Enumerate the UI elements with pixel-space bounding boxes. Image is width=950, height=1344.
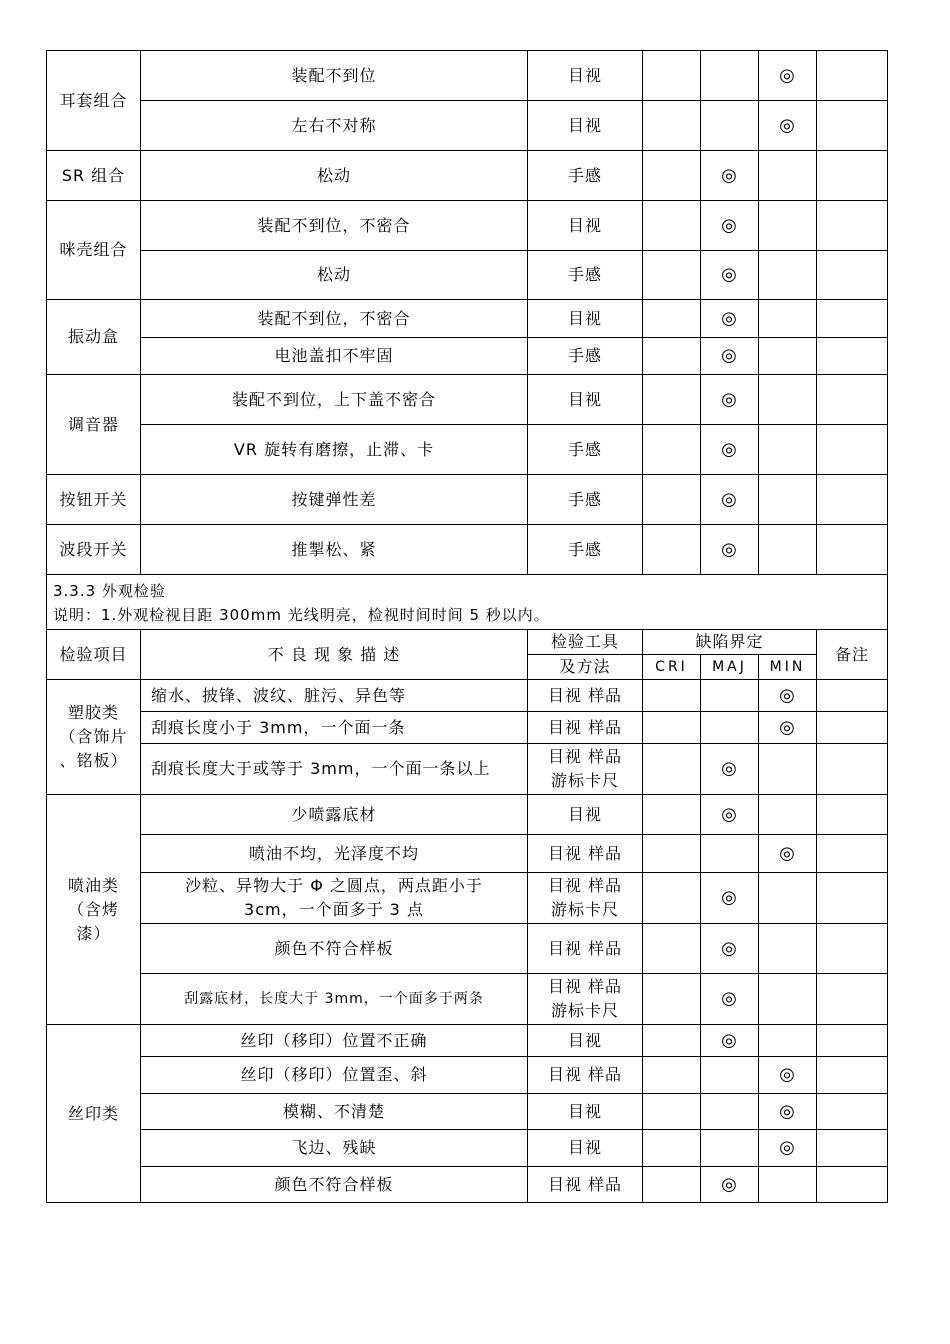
defect-desc: 颜色不符合样板 [141,924,528,974]
table-row [47,680,888,712]
table-row [47,924,888,974]
inspection-table [46,50,888,1203]
min-mark: ◎ [759,712,817,744]
defect-desc: 刮露底材，长度大于 3mm，一个面多于两条 [141,974,528,1025]
table-row [47,151,888,201]
remark-cell [817,1130,888,1167]
item-cell: 调音器 [47,375,141,475]
cri-cell [643,835,701,873]
cri-cell [643,795,701,835]
min-cell [759,201,817,251]
cri-cell [643,924,701,974]
table-row [47,201,888,251]
remark-cell [817,795,888,835]
method-cell: 目视 [528,300,643,338]
header-method-2: 及方法 [528,655,643,680]
section-title: 3.3.3 外观检验 [53,582,166,600]
table-row [47,300,888,338]
header-min: MIN [759,655,817,680]
table-row [47,525,888,575]
method-cell: 目视 样品 [528,680,643,712]
table-row [47,338,888,375]
cri-cell [643,201,701,251]
remark-cell [817,151,888,201]
remark-cell [817,525,888,575]
table-row [47,1025,888,1057]
min-cell [759,974,817,1025]
cri-cell [643,1057,701,1094]
method-cell: 目视 [528,51,643,101]
min-cell [759,1025,817,1057]
maj-mark: ◎ [701,300,759,338]
header-defect: 缺陷界定 [643,630,817,655]
cri-cell [643,251,701,300]
maj-mark: ◎ [701,924,759,974]
remark-cell [817,873,888,924]
remark-cell [817,1057,888,1094]
defect-desc: 装配不到位，不密合 [141,300,528,338]
maj-cell [701,835,759,873]
table-row [47,101,888,151]
method-cell: 目视 样品 游标卡尺 [528,873,643,924]
method-cell: 目视 样品 [528,835,643,873]
method-cell: 目视 样品 [528,1167,643,1203]
remark-cell [817,974,888,1025]
defect-desc: 少喷露底材 [141,795,528,835]
header-cri: CRI [643,655,701,680]
remark-cell [817,101,888,151]
maj-mark: ◎ [701,1167,759,1203]
min-mark: ◎ [759,1094,817,1130]
min-cell [759,1167,817,1203]
table-row [47,1057,888,1094]
table-row [47,744,888,795]
defect-desc: 刮痕长度小于 3mm，一个面一条 [141,712,528,744]
maj-mark: ◎ [701,251,759,300]
maj-mark: ◎ [701,873,759,924]
cri-cell [643,873,701,924]
method-cell: 手感 [528,425,643,475]
min-cell [759,525,817,575]
remark-cell [817,338,888,375]
section-row [47,575,888,630]
remark-cell [817,712,888,744]
item-cell: 耳套组合 [47,51,141,151]
table-row [47,251,888,300]
item-cell: 按钮开关 [47,475,141,525]
min-cell [759,375,817,425]
cri-cell [643,51,701,101]
remark-cell [817,425,888,475]
remark-cell [817,375,888,425]
section-note: 说明：1.外观检视目距 300mm 光线明亮，检视时间时间 5 秒以内。 [53,606,550,624]
min-mark: ◎ [759,51,817,101]
method-cell: 目视 样品 [528,924,643,974]
table-row [47,974,888,1025]
method-cell: 目视 [528,795,643,835]
min-mark: ◎ [759,835,817,873]
item-cell: SR 组合 [47,151,141,201]
cri-cell [643,680,701,712]
cri-cell [643,974,701,1025]
remark-cell [817,924,888,974]
method-cell: 目视 样品 游标卡尺 [528,974,643,1025]
cri-cell [643,101,701,151]
cri-cell [643,475,701,525]
cri-cell [643,1025,701,1057]
defect-desc: 装配不到位，不密合 [141,201,528,251]
min-cell [759,300,817,338]
defect-desc: 模糊、不清楚 [141,1094,528,1130]
defect-desc: 丝印（移印）位置歪、斜 [141,1057,528,1094]
table-row [47,475,888,525]
method-cell: 手感 [528,338,643,375]
maj-cell [701,680,759,712]
min-mark: ◎ [759,1130,817,1167]
defect-desc: 沙粒、异物大于 Φ 之圆点，两点距小于 3cm，一个面多于 3 点 [141,873,528,924]
min-cell [759,151,817,201]
min-mark: ◎ [759,101,817,151]
method-cell: 手感 [528,251,643,300]
maj-cell [701,712,759,744]
defect-desc: 松动 [141,251,528,300]
min-cell [759,744,817,795]
maj-cell [701,101,759,151]
defect-desc: VR 旋转有磨擦，止滞、卡 [141,425,528,475]
item-cell: 咪壳组合 [47,201,141,300]
section-cell [47,575,888,630]
min-cell [759,475,817,525]
min-mark: ◎ [759,680,817,712]
table-row [47,1167,888,1203]
defect-desc: 按键弹性差 [141,475,528,525]
method-cell: 手感 [528,475,643,525]
defect-desc: 丝印（移印）位置不正确 [141,1025,528,1057]
min-cell [759,338,817,375]
min-cell [759,425,817,475]
remark-cell [817,475,888,525]
method-cell: 手感 [528,525,643,575]
table-row [47,712,888,744]
maj-mark: ◎ [701,151,759,201]
defect-desc: 松动 [141,151,528,201]
table-row [47,835,888,873]
method-cell: 目视 [528,101,643,151]
maj-cell [701,1094,759,1130]
table-row [47,51,888,101]
method-cell: 目视 样品 [528,712,643,744]
method-cell: 目视 [528,375,643,425]
method-cell: 目视 [528,1094,643,1130]
defect-desc: 装配不到位，上下盖不密合 [141,375,528,425]
min-cell [759,251,817,300]
cri-cell [643,712,701,744]
min-cell [759,795,817,835]
defect-desc: 电池盖扣不牢固 [141,338,528,375]
defect-desc: 刮痕长度大于或等于 3mm，一个面一条以上 [141,744,528,795]
group-name: 丝印类 [47,1025,141,1203]
remark-cell [817,51,888,101]
group-name: 喷油类 （含烤 漆） [47,795,141,1025]
remark-cell [817,835,888,873]
cri-cell [643,1130,701,1167]
maj-mark: ◎ [701,425,759,475]
cri-cell [643,525,701,575]
header-remark: 备注 [817,630,888,680]
maj-mark: ◎ [701,201,759,251]
defect-desc: 装配不到位 [141,51,528,101]
item-cell: 振动盒 [47,300,141,375]
header-desc: 不 良 现 象 描 述 [141,630,528,680]
method-cell: 目视 样品 [528,1057,643,1094]
maj-cell [701,1057,759,1094]
table-row [47,873,888,924]
remark-cell [817,300,888,338]
header-item: 检验项目 [47,630,141,680]
remark-cell [817,680,888,712]
table-row [47,1094,888,1130]
cri-cell [643,375,701,425]
maj-mark: ◎ [701,375,759,425]
header-row [47,630,888,655]
defect-desc: 缩水、披锋、波纹、脏污、异色等 [141,680,528,712]
defect-desc: 左右不对称 [141,101,528,151]
cri-cell [643,151,701,201]
maj-mark: ◎ [701,475,759,525]
cri-cell [643,425,701,475]
remark-cell [817,201,888,251]
maj-mark: ◎ [701,338,759,375]
maj-cell [701,51,759,101]
method-cell: 目视 [528,1025,643,1057]
min-cell [759,873,817,924]
min-mark: ◎ [759,1057,817,1094]
header-method: 检验工具 [528,630,643,655]
remark-cell [817,744,888,795]
cri-cell [643,1167,701,1203]
maj-mark: ◎ [701,1025,759,1057]
defect-desc: 推掣松、紧 [141,525,528,575]
table-row [47,795,888,835]
group-name: 塑胶类 （含饰片 、铭板） [47,680,141,795]
cri-cell [643,338,701,375]
method-cell: 目视 [528,1130,643,1167]
defect-desc: 喷油不均，光泽度不均 [141,835,528,873]
maj-mark: ◎ [701,974,759,1025]
table-row [47,375,888,425]
item-cell: 波段开关 [47,525,141,575]
remark-cell [817,251,888,300]
maj-mark: ◎ [701,795,759,835]
cri-cell [643,744,701,795]
cri-cell [643,1094,701,1130]
cri-cell [643,300,701,338]
maj-mark: ◎ [701,525,759,575]
defect-desc: 颜色不符合样板 [141,1167,528,1203]
remark-cell [817,1025,888,1057]
min-cell [759,924,817,974]
table-row [47,425,888,475]
remark-cell [817,1167,888,1203]
header-maj: MAJ [701,655,759,680]
table-row [47,1130,888,1167]
method-cell: 手感 [528,151,643,201]
maj-cell [701,1130,759,1167]
maj-mark: ◎ [701,744,759,795]
method-cell: 目视 [528,201,643,251]
method-cell: 目视 样品 游标卡尺 [528,744,643,795]
defect-desc: 飞边、残缺 [141,1130,528,1167]
remark-cell [817,1094,888,1130]
